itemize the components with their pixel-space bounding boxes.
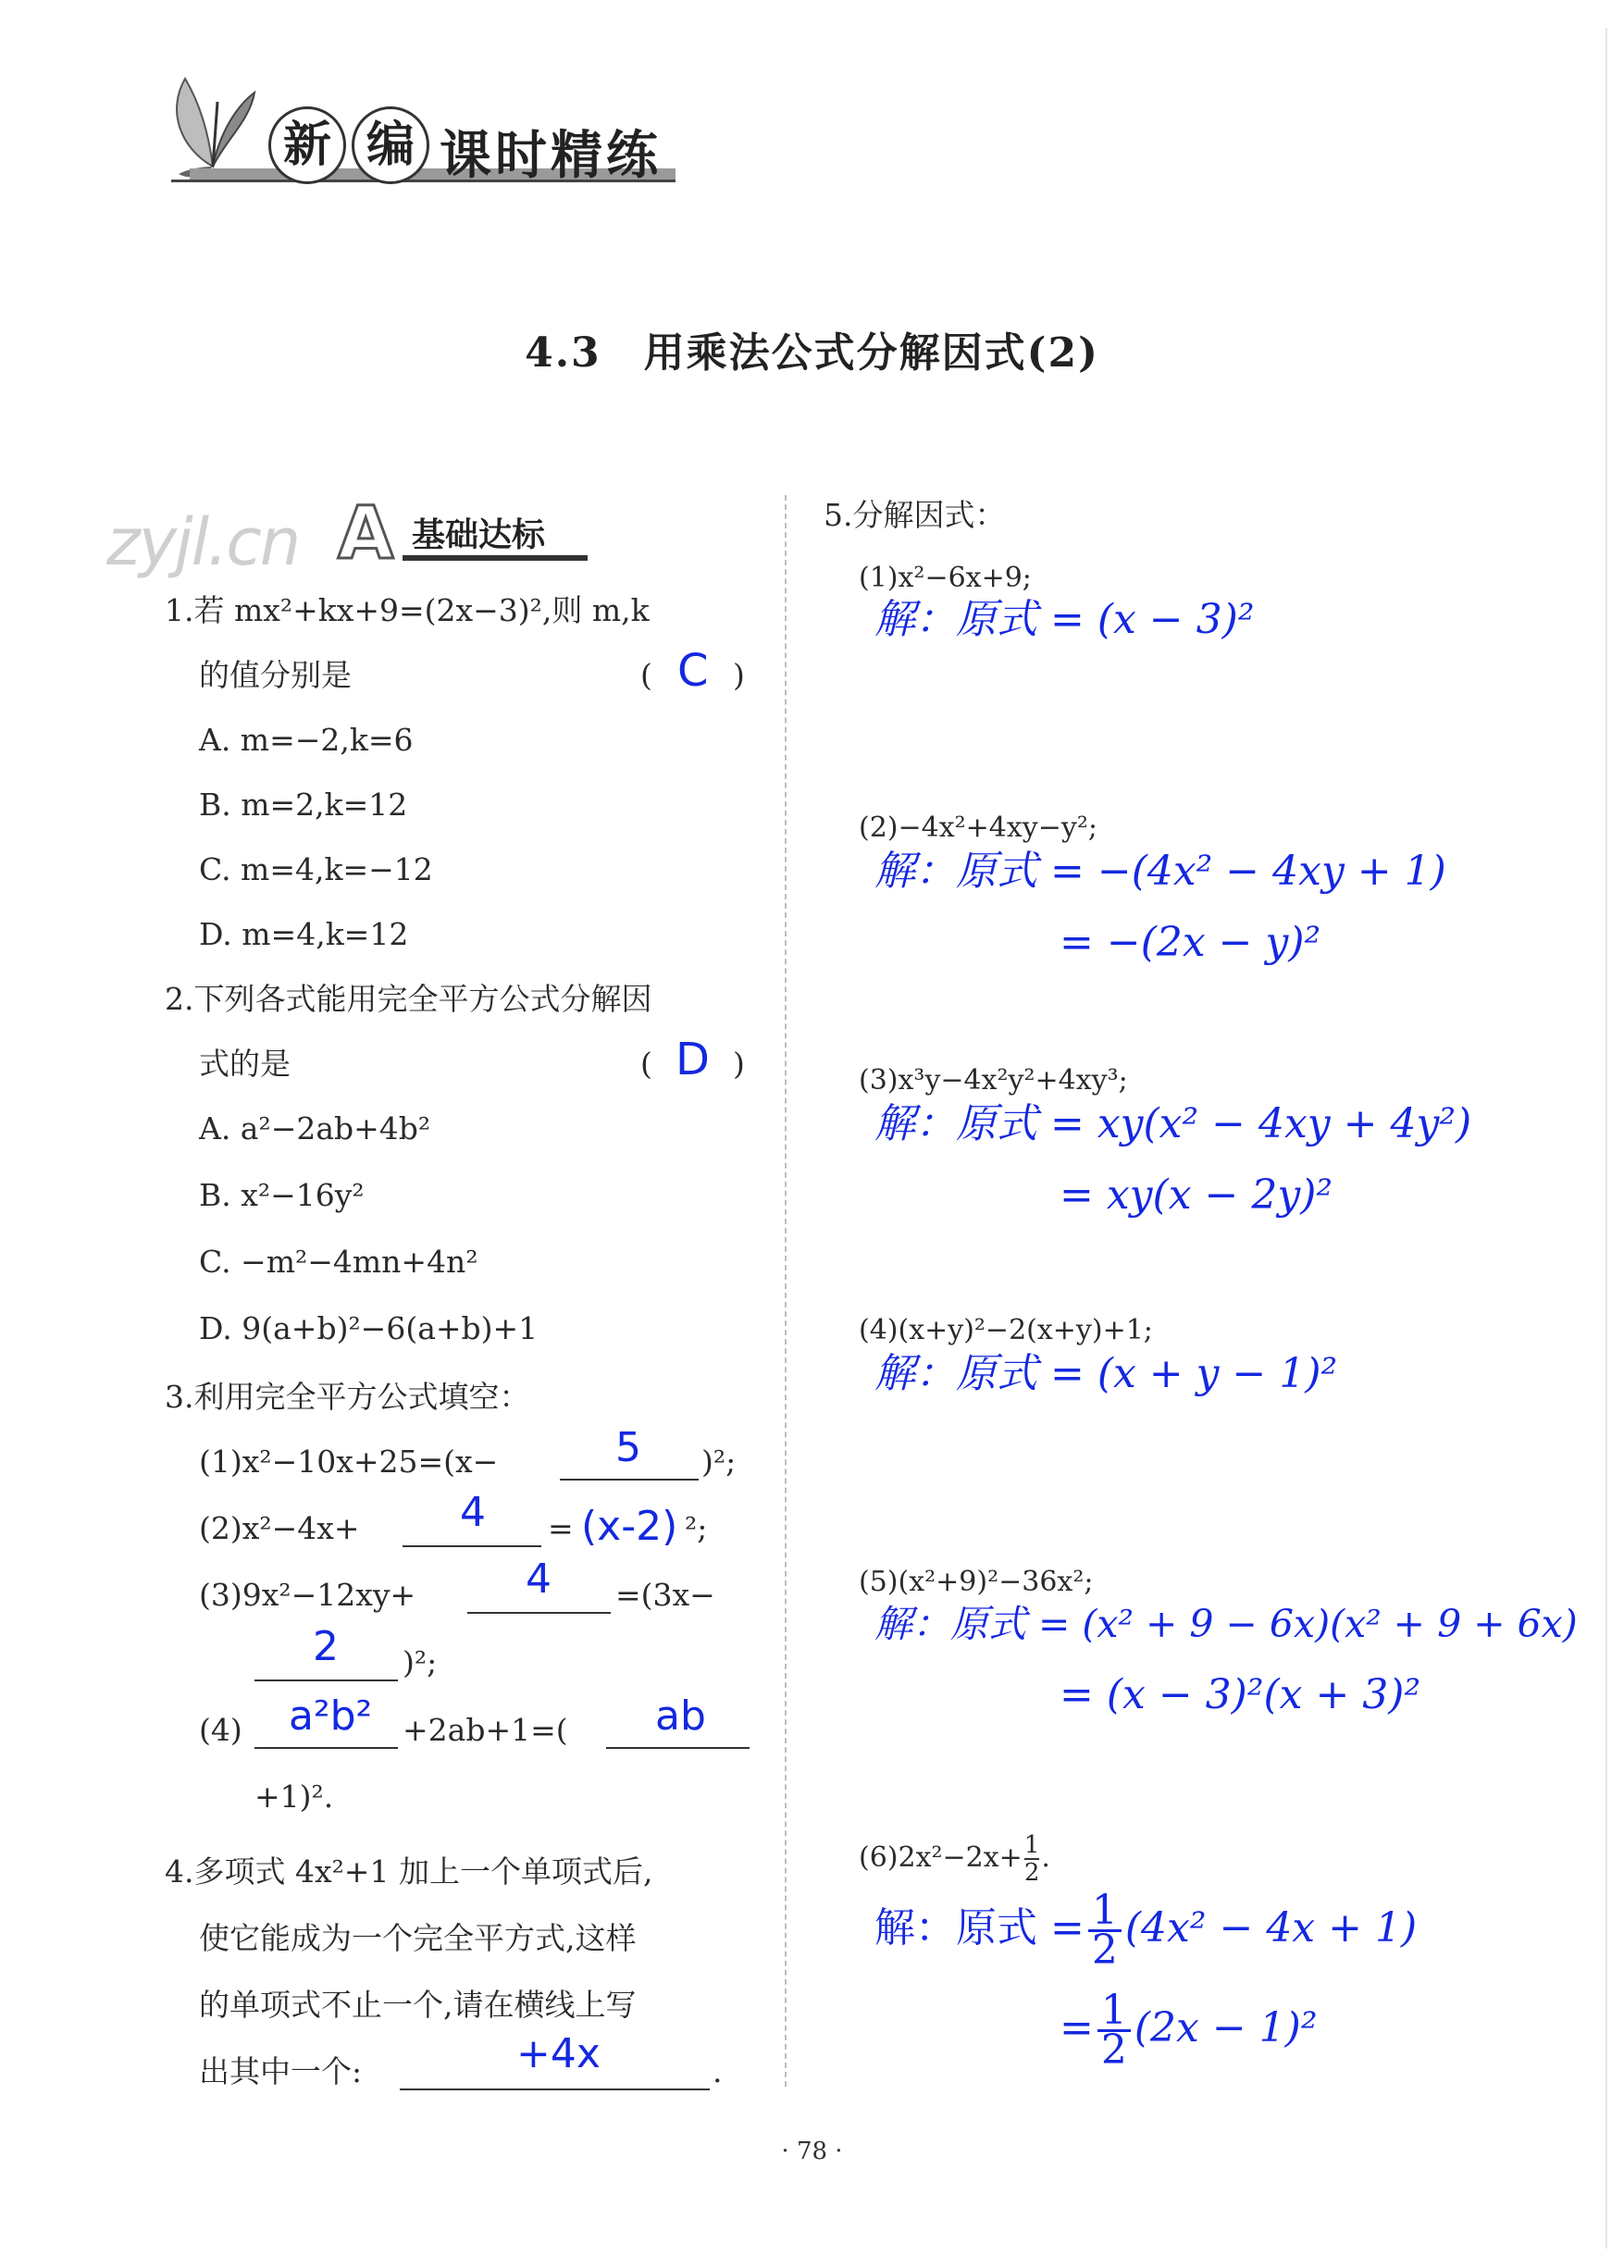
q5-p5-problem: (5)(x²+9)²−36x²; [859, 1566, 1094, 1598]
watermark: zyjl.cn [106, 504, 300, 580]
q5-p6-sol2-left: = [1060, 2004, 1094, 2051]
q3-p4-blank1 [254, 1747, 398, 1749]
q3-p3-tail: )²; [403, 1644, 438, 1680]
q5-p3-solution-1: 解：原式 = xy(x² − 4xy + 4y²) [874, 1100, 1472, 1147]
q5-p2-solution-1: 解：原式 = −(4x² − 4xy + 1) [874, 848, 1446, 895]
page-title: 4.3 用乘法公式分解因式(2) [525, 329, 1099, 377]
section-letter: A [338, 492, 394, 576]
q3-p4-answer2: ab [655, 1692, 706, 1740]
q3-p3-blank1 [467, 1612, 611, 1614]
q1-line1: 1.若 mx²+kx+9=(2x−3)²,则 m,k [165, 592, 650, 628]
book-header [162, 56, 680, 194]
q5-p6-sol1-left: 解：原式 = [874, 1904, 1085, 1952]
q2-line2: 式的是 [199, 1046, 291, 1082]
q3-p3-mid: =(3x− [615, 1577, 715, 1613]
q5-p6-sol1-den: 2 [1091, 1927, 1118, 1974]
q3-p2-left: (2)x²−4x+ [199, 1510, 360, 1546]
q5-p6-sol1-fraction [1088, 1887, 1122, 1974]
q2-paren-open: ( [640, 1046, 652, 1082]
q4-end: . [713, 2053, 723, 2089]
butterfly-icon [162, 65, 264, 185]
q1-paren-close: ) [733, 657, 745, 693]
q5-p6-solution-2 [1060, 1987, 1318, 2074]
q2-answer: D [676, 1034, 710, 1085]
page-number: · 78 · [781, 2138, 843, 2165]
q3-p1-right: )²; [701, 1444, 737, 1480]
header-badge-1: 新 [268, 106, 346, 184]
q5-p6-problem [859, 1832, 1050, 1886]
q3-p4-mid: +2ab+1=( [403, 1712, 568, 1748]
header-title: 课时精练 [440, 125, 662, 186]
q4-line4: 出其中一个: [199, 2053, 363, 2089]
q3-p3-left: (3)9x²−12xy+ [199, 1577, 416, 1613]
q2-line1: 2.下列各式能用完全平方公式分解因 [165, 981, 652, 1017]
q2-option-c: C. −m²−4mn+4n² [199, 1244, 478, 1280]
q2-option-b: B. x²−16y² [199, 1177, 365, 1213]
q5-p6-sol2-den: 2 [1100, 2026, 1127, 2074]
q2-option-d: D. 9(a+b)²−6(a+b)+1 [199, 1310, 539, 1346]
q1-option-d: D. m=4,k=12 [199, 916, 409, 952]
q5-p2-problem: (2)−4x²+4xy−y²; [859, 812, 1097, 844]
q5-p6-sol1-num: 1 [1088, 1892, 1122, 1932]
q3-p2-answer1: 4 [460, 1489, 486, 1536]
q2-paren-close: ) [733, 1046, 745, 1082]
q5-p6-problem-fraction [1024, 1832, 1040, 1886]
section-badge [338, 492, 588, 576]
q1-answer: C [677, 645, 709, 697]
q5-p6-sol2-right: (2x − 1)² [1134, 2004, 1318, 2051]
q5-intro: 5.分解因式： [824, 497, 1006, 533]
q5-p6-sol1-right: (4x² − 4x + 1) [1124, 1904, 1418, 1952]
q5-p6-sol2-num: 1 [1097, 1992, 1131, 2032]
q3-p3-blank2 [254, 1679, 398, 1681]
q5-p3-solution-2: = xy(x − 2y)² [1060, 1171, 1333, 1219]
q3-intro: 3.利用完全平方公式填空： [165, 1379, 530, 1415]
q5-p4-problem: (4)(x+y)²−2(x+y)+1; [859, 1314, 1153, 1346]
q5-p3-problem: (3)x³y−4x²y²+4xy³; [859, 1064, 1128, 1097]
q1-option-c: C. m=4,k=−12 [199, 851, 433, 887]
q3-p1-blank [560, 1479, 699, 1481]
q1-line2: 的值分别是 [199, 657, 352, 693]
q5-p6-problem-den: 2 [1023, 1859, 1040, 1887]
q1-option-b: B. m=2,k=12 [199, 787, 408, 823]
q4-line1: 4.多项式 4x²+1 加上一个单项式后, [165, 1853, 653, 1890]
q3-p3-answer2: 2 [313, 1623, 339, 1670]
q3-p2-blank [403, 1545, 541, 1547]
q4-answer: +4x [516, 2030, 601, 2077]
q3-p4-left: (4) [199, 1712, 242, 1748]
q5-p6-problem-end: . [1041, 1841, 1050, 1874]
q3-p1-left: (1)x²−10x+25=(x− [199, 1444, 499, 1480]
q3-p4-tail: +1)². [254, 1778, 334, 1815]
q3-p4-blank2 [606, 1747, 750, 1749]
q4-blank [400, 2088, 710, 2090]
q5-p2-solution-2: = −(2x − y)² [1060, 919, 1321, 966]
q5-p6-problem-left: (6)2x²−2x+ [859, 1841, 1023, 1874]
q5-p6-solution-1 [874, 1887, 1418, 1974]
section-label: 基础达标 [412, 516, 546, 554]
q5-p6-sol2-fraction [1097, 1987, 1131, 2074]
q5-p5-solution-1: 解：原式 = (x² + 9 − 6x)(x² + 9 + 6x) [874, 1602, 1578, 1646]
q1-paren-open: ( [640, 657, 652, 693]
q5-p5-solution-2: = (x − 3)²(x + 3)² [1060, 1671, 1421, 1718]
q3-p4-answer1: a²b² [289, 1692, 373, 1740]
q4-line3: 的单项式不止一个,请在横线上写 [199, 1987, 637, 2023]
q5-p1-problem: (1)x²−6x+9; [859, 562, 1032, 594]
q5-p1-solution: 解：原式 = (x − 3)² [874, 596, 1255, 643]
q4-line2: 使它能成为一个完全平方式,这样 [199, 1920, 637, 1956]
q1-option-a: A. m=−2,k=6 [199, 722, 414, 758]
header-badge-2: 编 [352, 106, 429, 184]
q3-p2-tail: ²; [685, 1510, 708, 1546]
q5-p4-solution: 解：原式 = (x + y − 1)² [874, 1350, 1338, 1397]
q2-option-a: A. a²−2ab+4b² [199, 1110, 431, 1146]
q3-p1-answer: 5 [615, 1424, 641, 1471]
q3-p2-answer2: (x-2) [581, 1503, 678, 1550]
column-divider [785, 495, 787, 2087]
q5-p6-problem-num: 1 [1023, 1831, 1040, 1859]
q3-p2-right: = [548, 1510, 574, 1546]
q3-p3-answer1: 4 [526, 1555, 552, 1603]
